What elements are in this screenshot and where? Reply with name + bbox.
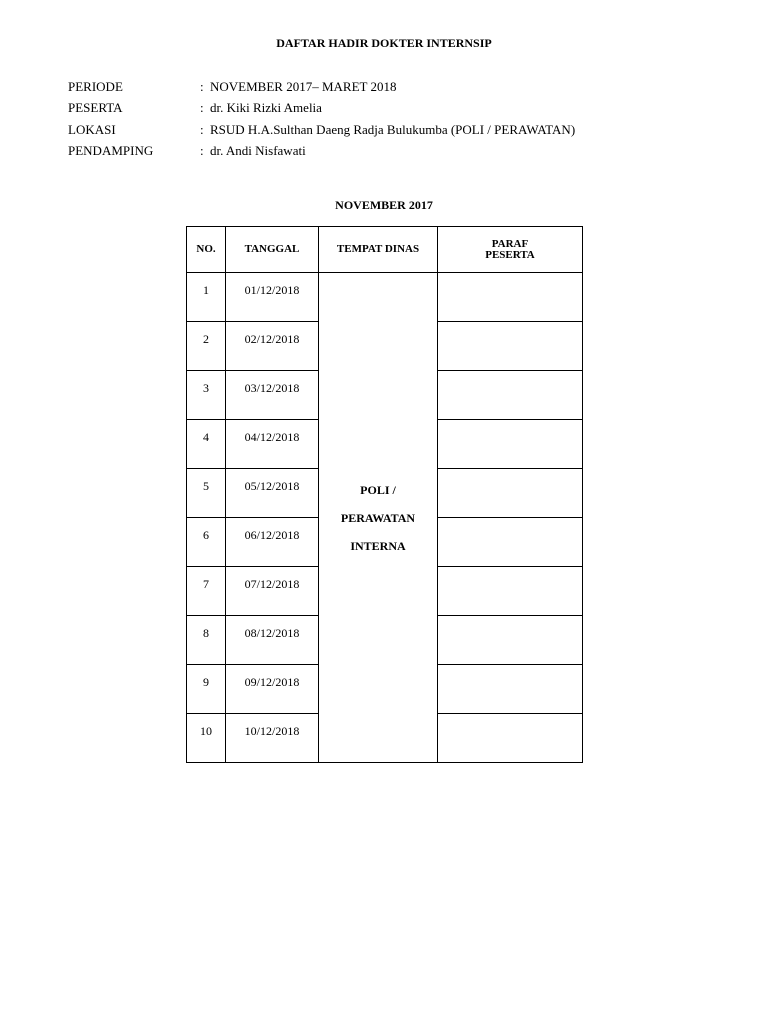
row-date-cell bbox=[226, 518, 319, 567]
signature-cell[interactable] bbox=[438, 518, 583, 567]
info-value: dr. Kiki Rizki Amelia bbox=[210, 100, 322, 116]
info-block bbox=[68, 76, 575, 161]
row-date: 06/12/2018 bbox=[244, 528, 300, 542]
table-header-row bbox=[187, 227, 583, 273]
row-no: 2 bbox=[203, 332, 209, 346]
row-no-cell bbox=[187, 518, 226, 567]
info-value: NOVEMBER 2017– MARET 2018 bbox=[210, 79, 397, 94]
row-date-cell bbox=[226, 420, 319, 469]
row-no-cell bbox=[187, 469, 226, 518]
row-no-cell bbox=[187, 371, 226, 420]
signature-cell[interactable] bbox=[438, 616, 583, 665]
row-date: 10/12/2018 bbox=[244, 724, 300, 738]
row-no-cell bbox=[187, 567, 226, 616]
row-date-cell bbox=[226, 714, 319, 763]
row-no-cell bbox=[187, 714, 226, 763]
row-date: 03/12/2018 bbox=[244, 381, 300, 395]
header-place: TEMPAT DINAS bbox=[319, 227, 438, 273]
info-colon: : bbox=[200, 100, 204, 116]
header-signature bbox=[438, 227, 583, 273]
info-colon: : bbox=[200, 142, 204, 158]
signature-cell[interactable] bbox=[438, 322, 583, 371]
row-no: 4 bbox=[203, 430, 209, 444]
row-no-cell bbox=[187, 420, 226, 469]
month-title: NOVEMBER 2017 bbox=[335, 198, 433, 212]
row-date-cell bbox=[226, 273, 319, 322]
row-date: 07/12/2018 bbox=[244, 577, 300, 591]
row-date: 04/12/2018 bbox=[244, 430, 300, 444]
info-row-pendamping bbox=[68, 140, 575, 161]
info-colon: : bbox=[200, 121, 204, 137]
signature-cell[interactable] bbox=[438, 469, 583, 518]
signature-cell[interactable] bbox=[438, 714, 583, 763]
place-line: INTERNA bbox=[350, 538, 406, 553]
row-no-cell bbox=[187, 665, 226, 714]
row-no-cell bbox=[187, 616, 226, 665]
row-no: 5 bbox=[203, 479, 209, 493]
row-date-cell bbox=[226, 371, 319, 420]
signature-cell[interactable] bbox=[438, 273, 583, 322]
row-date: 05/12/2018 bbox=[244, 479, 300, 493]
info-row-lokasi bbox=[68, 119, 575, 140]
row-no: 7 bbox=[203, 577, 209, 591]
row-date: 08/12/2018 bbox=[244, 626, 300, 640]
info-value: RSUD H.A.Sulthan Daeng Radja Bulukumba (POLI / PERAWATAN) bbox=[210, 121, 576, 137]
table-row bbox=[187, 273, 583, 322]
info-label: LOKASI bbox=[68, 121, 116, 137]
place-line: PERAWATAN bbox=[340, 510, 416, 525]
header-no: NO. bbox=[187, 227, 226, 273]
row-no: 3 bbox=[203, 381, 209, 395]
row-no: 9 bbox=[203, 675, 209, 689]
info-label: PERIODE bbox=[68, 79, 123, 94]
document-title: DAFTAR HADIR DOKTER INTERNSIP bbox=[276, 36, 492, 50]
row-date: 09/12/2018 bbox=[244, 675, 300, 689]
info-label: PESERTA bbox=[68, 100, 123, 116]
signature-cell[interactable] bbox=[438, 567, 583, 616]
info-value: dr. Andi Nisfawati bbox=[210, 142, 306, 158]
header-signature-line2: PESERTA bbox=[485, 248, 535, 261]
row-date-cell bbox=[226, 567, 319, 616]
place-line: POLI / bbox=[360, 482, 396, 497]
header-date: TANGGAL bbox=[226, 227, 319, 273]
row-date-cell bbox=[226, 469, 319, 518]
signature-cell[interactable] bbox=[438, 371, 583, 420]
row-date: 01/12/2018 bbox=[244, 283, 300, 297]
info-row-peserta bbox=[68, 97, 575, 118]
place-cell bbox=[319, 273, 438, 763]
row-no: 8 bbox=[203, 626, 209, 640]
row-no-cell bbox=[187, 273, 226, 322]
row-no-cell bbox=[187, 322, 226, 371]
row-date: 02/12/2018 bbox=[244, 332, 300, 346]
signature-cell[interactable] bbox=[438, 665, 583, 714]
header-signature-line1: PARAF bbox=[491, 237, 529, 250]
info-row-periode bbox=[68, 76, 575, 97]
row-no: 1 bbox=[203, 283, 209, 297]
row-date-cell bbox=[226, 665, 319, 714]
attendance-table bbox=[186, 226, 583, 763]
info-label: PENDAMPING bbox=[68, 142, 154, 158]
row-no: 6 bbox=[203, 528, 209, 542]
row-no: 10 bbox=[200, 724, 212, 738]
row-date-cell bbox=[226, 616, 319, 665]
signature-cell[interactable] bbox=[438, 420, 583, 469]
row-date-cell bbox=[226, 322, 319, 371]
info-colon: : bbox=[200, 79, 204, 94]
